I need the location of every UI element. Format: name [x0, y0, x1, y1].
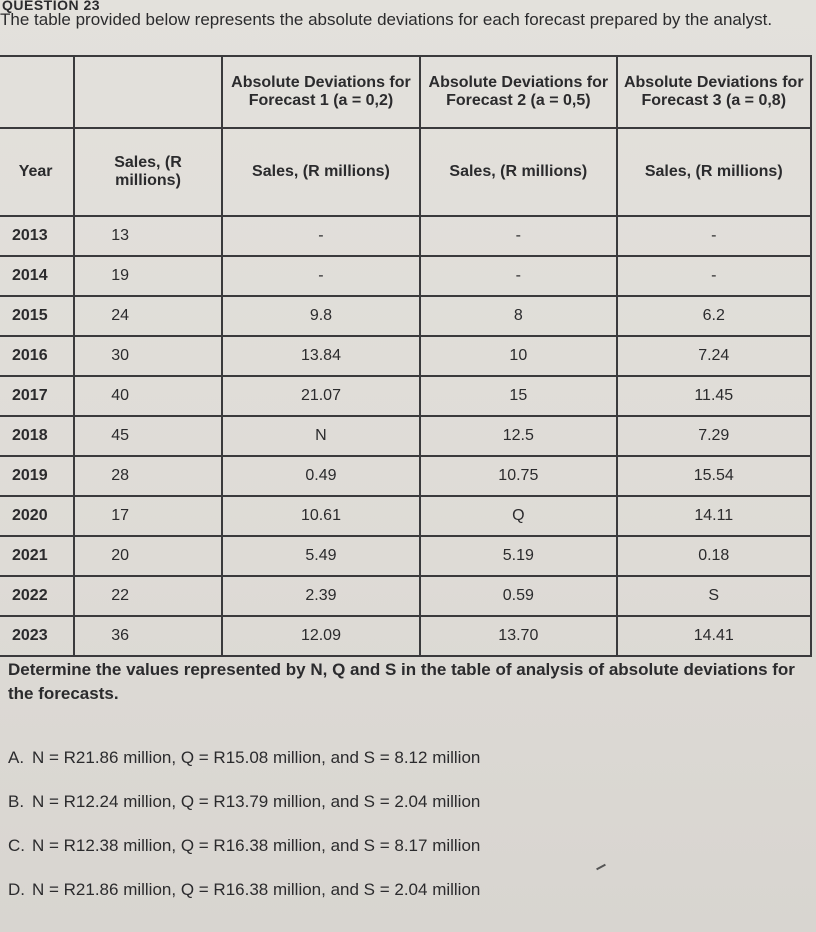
sales-cell: 22 [74, 576, 222, 616]
year-cell: 2022 [0, 576, 74, 616]
table-row [0, 256, 811, 296]
table-subheader-row [0, 128, 811, 216]
pen-mark [596, 864, 606, 870]
sales-cell: 30 [74, 336, 222, 376]
question-text: Determine the values represented by N, Q and S in the table of analysis of absolute deviations for the forecasts. [8, 660, 795, 703]
table-row [0, 336, 811, 376]
table-row [0, 536, 811, 576]
option-text: N = R12.38 million, Q = R16.38 million, and S = 8.17 million [32, 836, 481, 855]
forecast-3-cell: 6.2 [617, 296, 811, 336]
header-sales-f3: Sales, (R millions) [617, 128, 811, 216]
sales-cell: 24 [74, 296, 222, 336]
forecast-3-cell: S [617, 576, 811, 616]
forecast-1-cell: 0.49 [222, 456, 420, 496]
table-row [0, 296, 811, 336]
forecast-2-cell: 8 [420, 296, 616, 336]
year-cell: 2017 [0, 376, 74, 416]
header-forecast-3: Absolute Deviations for Forecast 3 (a = 0,8) [617, 56, 811, 128]
forecast-3-cell: 7.29 [617, 416, 811, 456]
forecast-1-cell: - [222, 216, 420, 256]
year-cell: 2018 [0, 416, 74, 456]
option-letter: B. [8, 792, 25, 811]
header-forecast-2: Absolute Deviations for Forecast 2 (a = 0,5) [420, 56, 616, 128]
intro-text: The table provided below represents the absolute deviations for each forecast prepared by the analyst. [0, 10, 773, 29]
table-row [0, 216, 811, 256]
sales-cell: 19 [74, 256, 222, 296]
option-text: N = R21.86 million, Q = R15.08 million, and S = 8.12 million [32, 748, 481, 767]
header-sales-f2: Sales, (R millions) [420, 128, 616, 216]
forecast-2-cell: 13.70 [420, 616, 616, 656]
forecast-3-cell: 14.11 [617, 496, 811, 536]
forecast-3-cell: 0.18 [617, 536, 811, 576]
forecast-2-cell: Q [420, 496, 616, 536]
year-cell: 2015 [0, 296, 74, 336]
forecast-2-cell: 5.19 [420, 536, 616, 576]
option-letter: D. [8, 880, 25, 899]
table-row [0, 576, 811, 616]
forecast-2-cell: 12.5 [420, 416, 616, 456]
forecast-3-cell: 11.45 [617, 376, 811, 416]
forecast-2-cell: 10 [420, 336, 616, 376]
forecast-1-cell: 21.07 [222, 376, 420, 416]
sales-cell: 17 [74, 496, 222, 536]
sales-cell: 40 [74, 376, 222, 416]
header-sales: Sales, (R millions) [74, 128, 222, 216]
forecast-2-cell: 10.75 [420, 456, 616, 496]
year-cell: 2019 [0, 456, 74, 496]
forecast-1-cell: 12.09 [222, 616, 420, 656]
header-cell [74, 56, 222, 128]
option-letter: A. [8, 748, 25, 767]
header-sales-f1: Sales, (R millions) [222, 128, 420, 216]
forecast-3-cell: - [617, 256, 811, 296]
question-number: QUESTION 23 [2, 0, 101, 13]
header-year: Year [0, 128, 74, 216]
year-cell: 2020 [0, 496, 74, 536]
year-cell: 2016 [0, 336, 74, 376]
option-text: N = R21.86 million, Q = R16.38 million, and S = 2.04 million [32, 880, 481, 899]
forecast-2-cell: - [420, 256, 616, 296]
forecast-3-cell: 7.24 [617, 336, 811, 376]
table-row [0, 456, 811, 496]
option-text: N = R12.24 million, Q = R13.79 million, and S = 2.04 million [32, 792, 481, 811]
forecast-2-cell: - [420, 216, 616, 256]
year-cell: 2023 [0, 616, 74, 656]
table-row [0, 616, 811, 656]
header-forecast-1: Absolute Deviations for Forecast 1 (a = 0,2) [222, 56, 420, 128]
table-row [0, 496, 811, 536]
header-cell [0, 56, 74, 128]
sales-cell: 45 [74, 416, 222, 456]
sales-cell: 36 [74, 616, 222, 656]
year-cell: 2013 [0, 216, 74, 256]
table-row [0, 376, 811, 416]
forecast-1-cell: 5.49 [222, 536, 420, 576]
answer-option[interactable] [8, 748, 480, 768]
forecast-1-cell: 2.39 [222, 576, 420, 616]
forecast-3-cell: 14.41 [617, 616, 811, 656]
sales-cell: 20 [74, 536, 222, 576]
sales-cell: 13 [74, 216, 222, 256]
answer-option[interactable] [8, 792, 480, 812]
answer-option[interactable] [8, 880, 480, 900]
forecast-2-cell: 0.59 [420, 576, 616, 616]
forecast-1-cell: N [222, 416, 420, 456]
option-letter: C. [8, 836, 25, 855]
table-header-row [0, 56, 811, 128]
forecast-3-cell: - [617, 216, 811, 256]
year-cell: 2014 [0, 256, 74, 296]
forecast-1-cell: - [222, 256, 420, 296]
sales-cell: 28 [74, 456, 222, 496]
forecast-2-cell: 15 [420, 376, 616, 416]
answer-option[interactable] [8, 836, 480, 856]
forecast-1-cell: 9.8 [222, 296, 420, 336]
forecast-1-cell: 10.61 [222, 496, 420, 536]
year-cell: 2021 [0, 536, 74, 576]
table-row [0, 416, 811, 456]
forecast-3-cell: 15.54 [617, 456, 811, 496]
deviation-table [0, 55, 812, 657]
forecast-1-cell: 13.84 [222, 336, 420, 376]
